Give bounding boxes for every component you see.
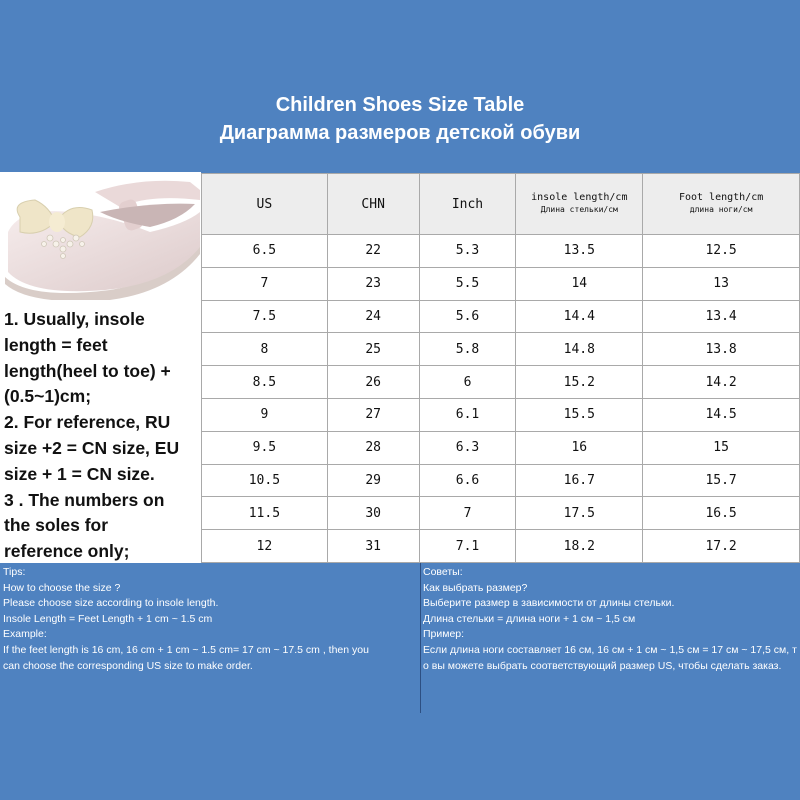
shoe-illustration [0, 172, 201, 300]
tips-example-heading: Пример: [423, 628, 465, 641]
table-cell: 12 [202, 530, 328, 563]
table-cell: 13.5 [516, 235, 643, 268]
table-cell: 25 [327, 333, 419, 366]
table-cell: 7.1 [419, 530, 516, 563]
header-foot-ru: длина ноги/см [689, 205, 753, 214]
note-line: length(heel to toe) + [4, 360, 171, 381]
header-chn: CHN [327, 174, 419, 235]
tips-line: Если длина ноги составляет 16 см, 16 см + 1 см ~ 1,5 см = 17 см ~ 17,5 см, т [423, 643, 797, 656]
table-cell: 6.1 [419, 398, 516, 431]
title-block [0, 92, 800, 146]
table-cell: 11.5 [202, 497, 328, 530]
header-insole-en: insole length/cm [531, 192, 628, 203]
tips-example-heading: Example: [3, 628, 47, 641]
table-cell: 6 [419, 366, 516, 399]
tips-divider [420, 563, 421, 713]
tips-heading: Советы: [423, 566, 463, 578]
note-line: 3 . The numbers on [4, 489, 165, 510]
tips-line: Insole Length = Feet Length + 1 cm ~ 1.5 cm [3, 612, 213, 625]
table-cell: 14.2 [643, 366, 800, 399]
shoe-image [0, 172, 201, 300]
table-row [202, 267, 800, 300]
table-cell: 27 [327, 398, 419, 431]
table-cell: 15.7 [643, 464, 800, 497]
note-line: length = feet [4, 334, 108, 355]
tips-line: Выберите размер в зависимости от длины стельки. [423, 597, 675, 610]
table-cell: 13.8 [643, 333, 800, 366]
table-cell: 30 [327, 497, 419, 530]
note-line: 2. For reference, RU [4, 412, 171, 433]
title-russian: Диаграмма размеров детской обуви [219, 122, 581, 144]
left-panel [0, 172, 201, 563]
tips-english [3, 565, 415, 674]
tips-heading: Tips: [3, 566, 26, 578]
header-foot-en: Foot length/cm [678, 192, 764, 203]
table-row [202, 300, 800, 333]
note-line: size +2 = CN size, EU [4, 437, 180, 458]
table-row [202, 530, 800, 563]
note-line: the soles for [4, 515, 109, 536]
header-us: US [202, 174, 328, 235]
tips-line: Please choose size according to insole length. [3, 597, 219, 610]
table-cell: 5.3 [419, 235, 516, 268]
table-row [202, 464, 800, 497]
table-cell: 16.5 [643, 497, 800, 530]
tips-line: can choose the corresponding US size to make order. [3, 659, 253, 672]
header-insole-ru: Длина стельки/см [540, 205, 618, 214]
table-cell: 13 [643, 267, 800, 300]
table-cell: 9 [202, 398, 328, 431]
table-cell: 23 [327, 267, 419, 300]
tips-line: How to choose the size ? [3, 581, 121, 594]
table-cell: 13.4 [643, 300, 800, 333]
tips-line: о вы можете выбрать соответствующий размер US, чтобы сделать заказ. [423, 659, 782, 672]
table-cell: 15 [643, 431, 800, 464]
table-cell: 8 [202, 333, 328, 366]
header-inch: Inch [419, 174, 516, 235]
table-cell: 8.5 [202, 366, 328, 399]
table-cell: 5.6 [419, 300, 516, 333]
table-row [202, 398, 800, 431]
table-cell: 9.5 [202, 431, 328, 464]
table-cell: 17.2 [643, 530, 800, 563]
note-line: size + 1 = CN size. [4, 463, 155, 484]
tips-line: Длина стельки = длина ноги + 1 см ~ 1,5 см [423, 612, 636, 625]
table-row [202, 333, 800, 366]
note-line: (0.5~1)cm; [4, 386, 92, 407]
table-cell: 15.5 [516, 398, 643, 431]
title-english: Children Shoes Size Table [275, 94, 525, 116]
table-cell: 12.5 [643, 235, 800, 268]
table-cell: 22 [327, 235, 419, 268]
table-row [202, 431, 800, 464]
table-cell: 6.3 [419, 431, 516, 464]
tips-line: Как выбрать размер? [423, 581, 528, 594]
table-cell: 7 [419, 497, 516, 530]
header-foot [643, 174, 800, 235]
tips-russian [423, 565, 799, 674]
table-cell: 15.2 [516, 366, 643, 399]
table-cell: 7.5 [202, 300, 328, 333]
table-cell: 14 [516, 267, 643, 300]
header-insole [516, 174, 643, 235]
table-cell: 17.5 [516, 497, 643, 530]
table-row [202, 497, 800, 530]
table-cell: 26 [327, 366, 419, 399]
note-line: 1. Usually, insole [4, 309, 145, 329]
table-cell: 7 [202, 267, 328, 300]
table-cell: 6.5 [202, 235, 328, 268]
table-cell: 14.5 [643, 398, 800, 431]
table-cell: 29 [327, 464, 419, 497]
size-notes [4, 307, 199, 565]
table-cell: 16.7 [516, 464, 643, 497]
table-cell: 18.2 [516, 530, 643, 563]
tips-section [0, 563, 800, 713]
table-row [202, 366, 800, 399]
table-row [202, 235, 800, 268]
table-cell: 5.8 [419, 333, 516, 366]
table-cell: 14.8 [516, 333, 643, 366]
size-table [201, 173, 800, 563]
table-cell: 6.6 [419, 464, 516, 497]
table-cell: 28 [327, 431, 419, 464]
table-cell: 31 [327, 530, 419, 563]
table-cell: 5.5 [419, 267, 516, 300]
tips-line: If the feet length is 16 cm, 16 cm + 1 cm ~ 1.5 cm= 17 cm ~ 17.5 cm , then you [3, 643, 369, 656]
table-cell: 14.4 [516, 300, 643, 333]
table-cell: 10.5 [202, 464, 328, 497]
table-cell: 16 [516, 431, 643, 464]
table-header-row [202, 174, 800, 235]
note-line: reference only; [4, 541, 130, 562]
table-cell: 24 [327, 300, 419, 333]
